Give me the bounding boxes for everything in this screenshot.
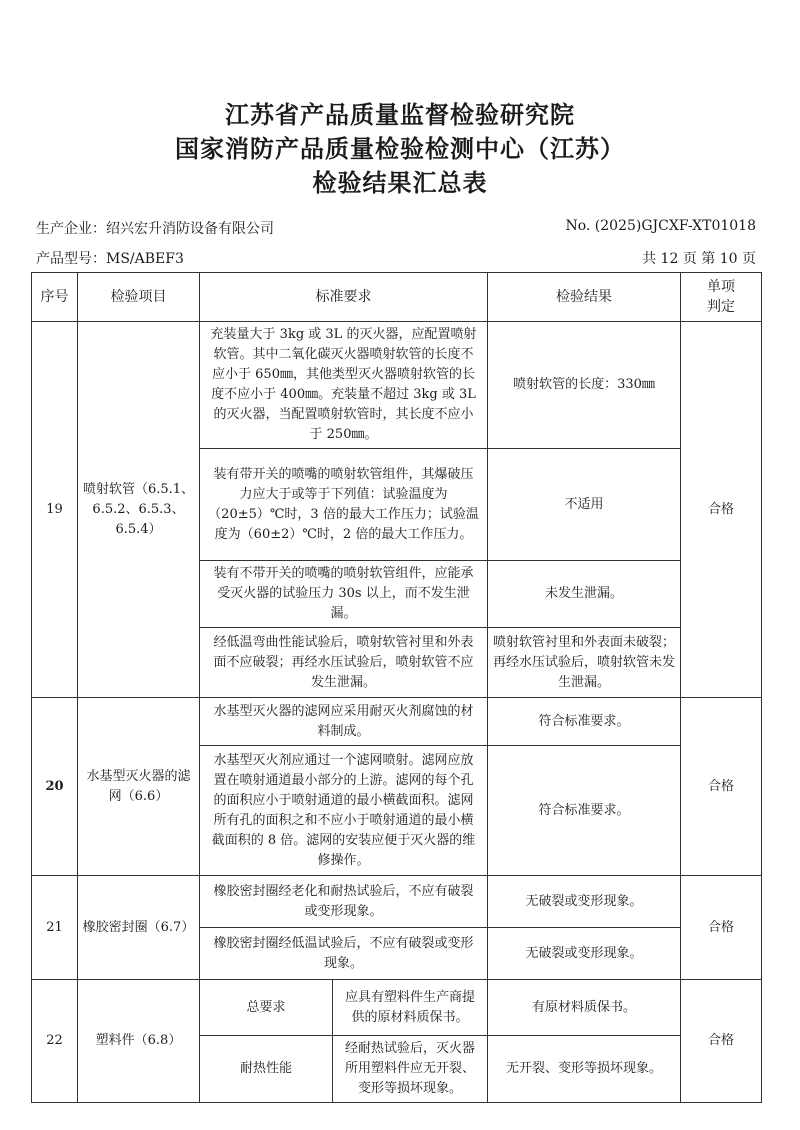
row-seq: 19 — [32, 322, 78, 698]
title-line-institute: 江苏省产品质量监督检验研究院 — [225, 101, 575, 129]
row-requirement: 充装量大于 3kg 或 3L 的灭火器，应配置喷射软管。其中二氧化碳灭火器喷射软管的长度不应小于 650㎜，其他类型灭火器喷射软管的长度不应小于 400㎜。充装量不超过 3kg 或 3L 的灭火器，当配置喷射软管时，其长度不应小于 250㎜。 — [200, 322, 488, 449]
header-result: 检验结果 — [488, 273, 681, 322]
row-seq: 20 — [32, 698, 78, 876]
header-judgement: 单项 判定 — [681, 273, 762, 322]
table-row — [32, 980, 762, 1036]
row-requirement: 水基型灭火剂应通过一个滤网喷射。滤网应放置在喷射通道最小部分的上游。滤网的每个孔的面积应小于喷射通道的最小横截面积。滤网所有孔的面积之和不应小于喷射通道的最小横截面积的 8 倍。滤网的安装应便于灭火器的维修操作。 — [200, 746, 488, 876]
row-judgement: 合格 — [681, 876, 762, 980]
row-requirement: 橡胶密封圈经低温试验后，不应有破裂或变形现象。 — [200, 928, 488, 980]
table-row — [32, 698, 762, 746]
row-judgement: 合格 — [681, 322, 762, 698]
results-table — [31, 272, 762, 1103]
report-number: No. (2025)GJCXF-XT01018 — [565, 218, 756, 234]
header-item: 检验项目 — [78, 273, 200, 322]
row-requirement: 经耐热试验后，灭火器所用塑料件应无开裂、变形等损坏现象。 — [333, 1036, 488, 1103]
row-result: 未发生泄漏。 — [488, 561, 681, 628]
row-item: 橡胶密封圈（6.7） — [78, 876, 200, 980]
row-seq: 22 — [32, 980, 78, 1103]
product-model: 产品型号：MS/ABEF3 — [36, 251, 184, 267]
row-sub-item: 耐热性能 — [200, 1036, 333, 1103]
row-sub-item: 总要求 — [200, 980, 333, 1036]
row-requirement: 经低温弯曲性能试验后，喷射软管衬里和外表面不应破裂；再经水压试验后，喷射软管不应发生泄漏。 — [200, 628, 488, 698]
row-judgement: 合格 — [681, 980, 762, 1103]
row-result: 有原材料质保书。 — [488, 980, 681, 1036]
row-requirement: 应具有塑料件生产商提供的原材料质保书。 — [333, 980, 488, 1036]
row-item: 喷射软管（6.5.1、6.5.2、6.5.3、6.5.4） — [78, 322, 200, 698]
title-line-center: 国家消防产品质量检验检测中心（江苏） — [175, 135, 625, 163]
header-requirement: 标准要求 — [200, 273, 488, 322]
row-result: 喷射软管衬里和外表面未破裂；再经水压试验后，喷射软管未发生泄漏。 — [488, 628, 681, 698]
row-item: 塑料件（6.8） — [78, 980, 200, 1103]
row-result: 符合标准要求。 — [488, 698, 681, 746]
table-row — [32, 876, 762, 928]
report-title — [0, 98, 800, 200]
row-judgement: 合格 — [681, 698, 762, 876]
row-result: 不适用 — [488, 449, 681, 561]
row-result: 喷射软管的长度：330㎜ — [488, 322, 681, 449]
row-seq: 21 — [32, 876, 78, 980]
row-result: 无破裂或变形现象。 — [488, 928, 681, 980]
manufacturer: 生产企业：绍兴宏升消防设备有限公司 — [36, 221, 274, 237]
row-requirement: 水基型灭火器的滤网应采用耐灭火剂腐蚀的材料制成。 — [200, 698, 488, 746]
row-requirement: 装有不带开关的喷嘴的喷射软管组件，应能承受灭火器的试验压力 30s 以上，而不发生泄漏。 — [200, 561, 488, 628]
table-header-row — [32, 273, 762, 322]
page-info: 共 12 页 第 10 页 — [642, 251, 756, 267]
header-seq: 序号 — [32, 273, 78, 322]
table-row — [32, 322, 762, 449]
row-requirement: 橡胶密封圈经老化和耐热试验后，不应有破裂或变形现象。 — [200, 876, 488, 928]
title-line-summary: 检验结果汇总表 — [312, 169, 488, 197]
row-result: 无开裂、变形等损坏现象。 — [488, 1036, 681, 1103]
row-item: 水基型灭火器的滤网（6.6） — [78, 698, 200, 876]
row-result: 无破裂或变形现象。 — [488, 876, 681, 928]
row-result: 符合标准要求。 — [488, 746, 681, 876]
row-requirement: 装有带开关的喷嘴的喷射软管组件，其爆破压力应大于或等于下列值：试验温度为（20±5）℃时，3 倍的最大工作压力；试验温度为（60±2）℃时，2 倍的最大工作压力。 — [200, 449, 488, 561]
